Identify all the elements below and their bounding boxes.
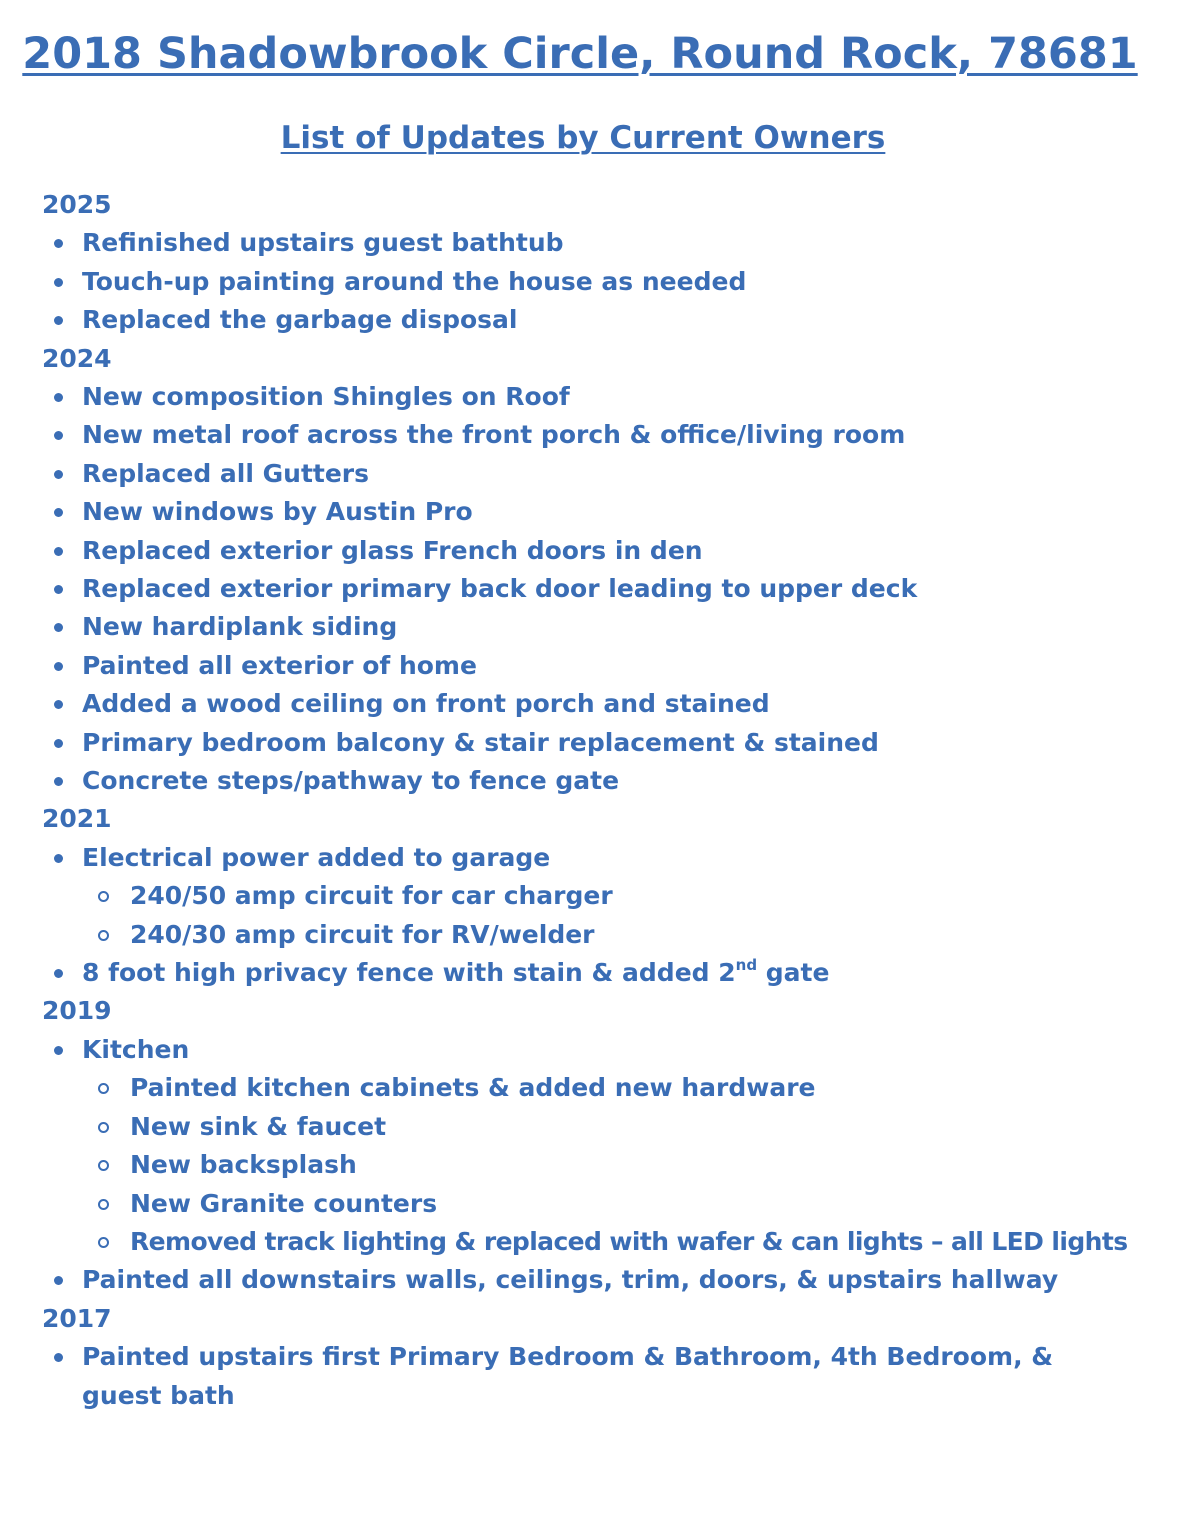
- sub-list-item: New Granite counters: [82, 1185, 1152, 1223]
- list-item: New metal roof across the front porch & office/living room: [42, 416, 1152, 454]
- list-item: Touch-up painting around the house as needed: [42, 263, 1152, 301]
- bullet-icon: [54, 393, 63, 402]
- hollow-bullet-icon: [98, 930, 109, 941]
- hollow-bullet-icon: [98, 1083, 109, 1094]
- bullet-icon: [54, 431, 63, 440]
- bullet-icon: [54, 700, 63, 709]
- bullet-icon: [54, 239, 63, 248]
- bullet-icon: [54, 1353, 63, 1362]
- sub-list: [82, 1069, 1152, 1261]
- sub-list: [82, 877, 1152, 954]
- list-item: Added a wood ceiling on front porch and stained: [42, 685, 1152, 723]
- bullet-icon: [54, 739, 63, 748]
- ordinal-suffix: nd: [735, 955, 758, 974]
- bullet-icon: [54, 662, 63, 671]
- year-list-2025: [42, 224, 1152, 339]
- list-item: Replaced all Gutters: [42, 455, 1152, 493]
- year-heading-2017: 2017: [42, 1303, 112, 1333]
- list-item: Kitchen Painted kitchen cabinets & added new hardware New sink & faucet New backsplash New Granite counters Removed track lighting & replaced with wafer & can lights – all LED lights: [42, 1031, 1152, 1261]
- sub-list-item: 240/30 amp circuit for RV/welder: [82, 916, 1152, 954]
- hollow-bullet-icon: [98, 891, 109, 902]
- list-item: Painted upstairs first Primary Bedroom & Bathroom, 4th Bedroom, & guest bath: [42, 1338, 1152, 1415]
- year-heading-2025: 2025: [42, 190, 112, 219]
- year-heading-2021: 2021: [42, 804, 112, 834]
- hollow-bullet-icon: [98, 1237, 109, 1248]
- list-item: New composition Shingles on Roof: [42, 378, 1152, 416]
- list-item: Painted all exterior of home: [42, 647, 1152, 685]
- bullet-icon: [54, 777, 63, 786]
- bullet-icon: [54, 1276, 63, 1285]
- list-item: Primary bedroom balcony & stair replacement & stained: [42, 724, 1152, 762]
- sub-list-item: 240/50 amp circuit for car charger: [82, 877, 1152, 915]
- sub-list-item: New backsplash: [82, 1146, 1152, 1184]
- list-item: Painted all downstairs walls, ceilings, trim, doors, & upstairs hallway: [42, 1261, 1152, 1299]
- page-title: 2018 Shadowbrook Circle, Round Rock, 78681: [22, 29, 1138, 79]
- hollow-bullet-icon: [98, 1160, 109, 1171]
- page-subtitle: List of Updates by Current Owners: [280, 120, 886, 156]
- bullet-icon: [54, 854, 63, 863]
- year-list-2017: [42, 1338, 1152, 1415]
- list-item: Concrete steps/pathway to fence gate: [42, 762, 1152, 800]
- bullet-icon: [54, 508, 63, 517]
- list-item: New windows by Austin Pro: [42, 493, 1152, 531]
- bullet-icon: [54, 623, 63, 632]
- year-list-2024: [42, 378, 1152, 800]
- bullet-icon: [54, 470, 63, 479]
- sub-list-item: Painted kitchen cabinets & added new hardware: [82, 1069, 1152, 1107]
- updates-list: [42, 186, 1152, 1415]
- year-list-2021: [42, 839, 1152, 993]
- year-heading-2019: 2019: [42, 996, 112, 1026]
- list-item: 8 foot high privacy fence with stain & added 2nd gate: [42, 954, 1152, 992]
- bullet-icon: [54, 1046, 63, 1055]
- list-item: Replaced exterior glass French doors in den: [42, 532, 1152, 570]
- sub-list-item: New sink & faucet: [82, 1108, 1152, 1146]
- bullet-icon: [54, 969, 63, 978]
- bullet-icon: [54, 547, 63, 556]
- hollow-bullet-icon: [98, 1122, 109, 1133]
- hollow-bullet-icon: [98, 1199, 109, 1210]
- bullet-icon: [54, 278, 63, 287]
- year-list-2019: [42, 1031, 1152, 1300]
- list-item: Replaced the garbage disposal: [42, 301, 1152, 339]
- bullet-icon: [54, 316, 63, 325]
- list-item: Replaced exterior primary back door leading to upper deck: [42, 570, 1152, 608]
- list-item: New hardiplank siding: [42, 608, 1152, 646]
- list-item: Electrical power added to garage 240/50 amp circuit for car charger 240/30 amp circuit for RV/welder: [42, 839, 1152, 954]
- year-heading-2024: 2024: [42, 343, 112, 373]
- bullet-icon: [54, 585, 63, 594]
- list-item: Refinished upstairs guest bathtub: [42, 224, 1152, 262]
- sub-list-item: Removed track lighting & replaced with wafer & can lights – all LED lights: [82, 1223, 1152, 1261]
